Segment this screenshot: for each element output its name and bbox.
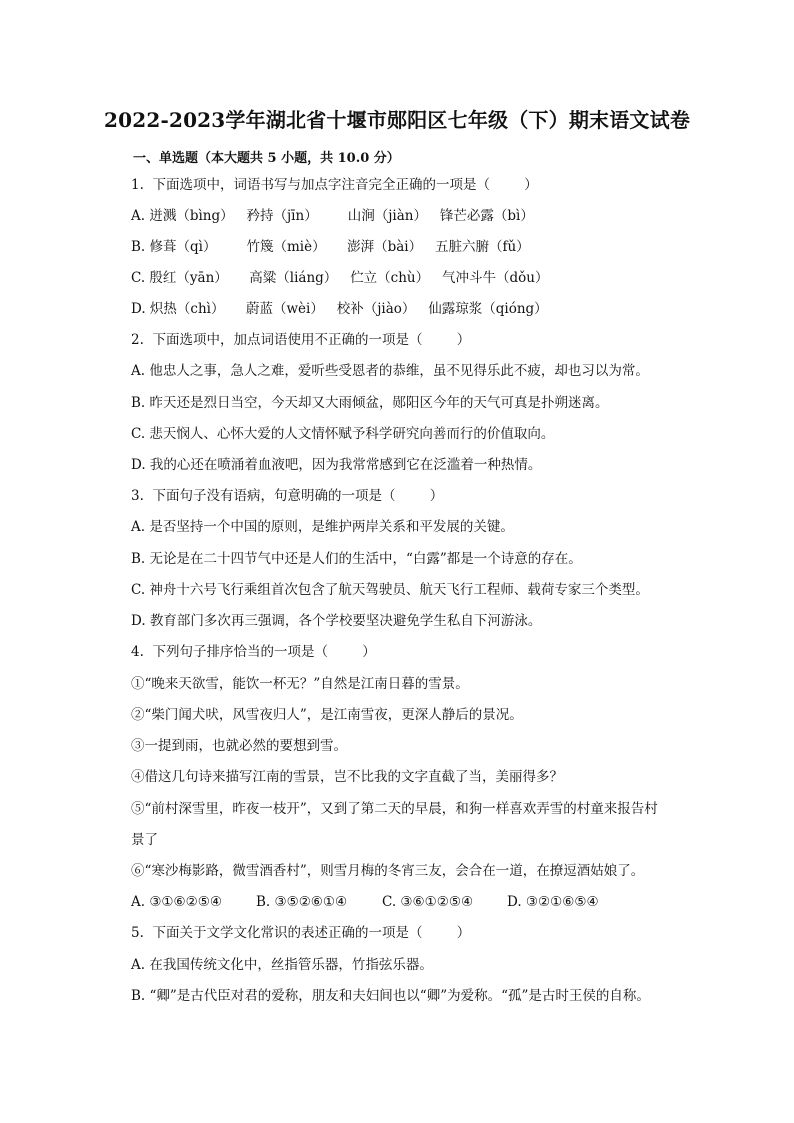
question-3-option-b: B. 无论是在二十四节气中还是人们的生活中，“白露”都是一个诗意的存在。 xyxy=(131,551,582,567)
question-3-option-a: A. 是否坚持一个中国的原则，是维护两岸关系和平发展的关键。 xyxy=(131,519,514,535)
question-4-sentence-1: ①“晚来天欲雪，能饮一杯无？”自然是江南日暮的雪景。 xyxy=(131,676,469,692)
question-4-sentence-2: ②“柴门闻犬吠，风雪夜归人”，是江南雪夜，更深人静后的景况。 xyxy=(131,707,523,723)
question-2-option-b: B. 昨天还是烈日当空，今天却又大雨倾盆，郧阳区今年的天气可真是扑朔迷离。 xyxy=(131,395,609,411)
question-4-stem: 4. 下列句子排序恰当的一项是（ ） xyxy=(131,644,376,660)
question-3-option-d: D. 教育部门多次再三强调，各个学校要坚决避免学生私自下河游泳。 xyxy=(131,613,542,629)
question-5-option-a: A. 在我国传统文化中，丝指管乐器，竹指弦乐器。 xyxy=(131,957,433,973)
exam-title: 2022-2023学年湖北省十堰市郧阳区七年级（下）期末语文试卷 xyxy=(103,108,691,132)
question-4-sentence-5: ⑤“前村深雪里，昨夜一枝开”，又到了第二天的早晨，和狗一样喜欢弄雪的村童来报告村 xyxy=(131,801,658,817)
question-3-option-c: C. 神舟十六号飞行乘组首次包含了航天驾驶员、航天飞行工程师、载荷专家三个类型。 xyxy=(131,582,649,598)
question-4-option-a: A. ③①⑥②⑤④ xyxy=(131,894,222,910)
question-5-option-b: B. “卿”是古代臣对君的爱称，朋友和夫妇间也以“卿”为爱称。“孤”是古时王侯的自称。 xyxy=(131,988,650,1004)
question-1-option-a: A. 迸溅（bìng） 矜持（jīn） 山涧（jiàn） 锋芒必露（bì） xyxy=(131,208,534,224)
question-4-option-c: C. ③⑥①②⑤④ xyxy=(382,894,474,910)
question-1-option-d: D. 炽热（chì） 蔚蓝（wèi） 校补（jiào） 仙露琼浆（qióng） xyxy=(131,301,548,317)
question-3-stem: 3. 下面句子没有语病，句意明确的一项是（ ） xyxy=(131,488,444,504)
question-4-option-d: D. ③②①⑥⑤④ xyxy=(507,894,599,910)
question-4-sentence-6: ⑥“寒沙梅影路，微雪酒香村”，则雪月梅的冬宵三友，会合在一道，在撩逗酒姑娘了。 xyxy=(131,863,645,879)
question-1-stem: 1. 下面选项中，词语书写与加点字注音完全正确的一项是（ ） xyxy=(131,177,538,193)
question-2-option-a: A. 他忠人之事，急人之难，爱听些受恩者的恭维，虽不见得乐此不疲，却也习以为常。 xyxy=(131,363,649,379)
question-2-option-d: D. 我的心还在喷涌着血液吧，因为我常常感到它在泛滥着一种热情。 xyxy=(131,457,542,473)
section-heading-single-choice: 一、单选题（本大题共 5 小题，共 10.0 分） xyxy=(133,151,400,166)
question-4-sentence-5-continued: 景了 xyxy=(131,832,158,848)
question-4-options xyxy=(131,893,599,911)
question-1-option-c: C. 殷红（yān） 高粱（liáng） 伫立（chù） 气冲斗牛（dǒu） xyxy=(131,270,549,286)
question-1-option-b: B. 修葺（qì） 竹篾（miè） 澎湃（bài） 五脏六腑（fǔ） xyxy=(131,239,530,255)
question-4-sentence-3: ③一提到雨，也就必然的要想到雪。 xyxy=(131,738,347,754)
question-4-option-b: B. ③⑤②⑥①④ xyxy=(256,894,348,910)
question-5-stem: 5. 下面关于文学文化常识的表述正确的一项是（ ） xyxy=(131,925,471,941)
question-2-stem: 2. 下面选项中，加点词语使用不正确的一项是（ ） xyxy=(131,332,471,348)
question-2-option-c: C. 悲天悯人、心怀大爱的人文情怀赋予科学研究向善而行的价值取向。 xyxy=(131,426,555,442)
question-4-sentence-4: ④借这几句诗来描写江南的雪景，岂不比我的文字直截了当，美丽得多？ xyxy=(131,769,563,785)
